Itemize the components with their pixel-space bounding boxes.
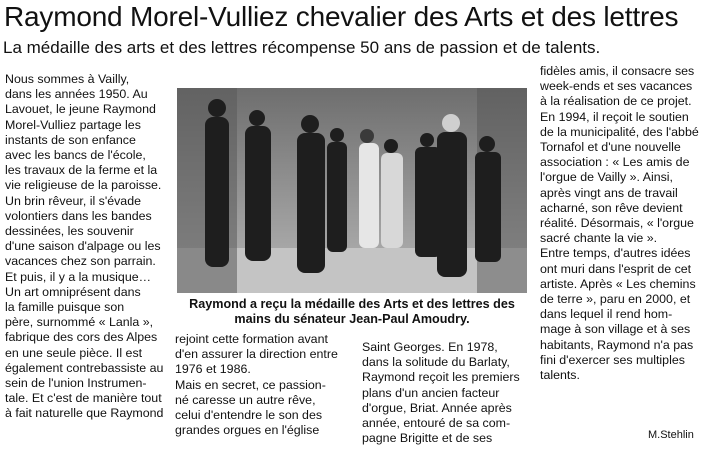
article-line: également contrebassiste au (5, 360, 164, 375)
article-line: dessinées, les souvenir (5, 224, 134, 239)
headline: Raymond Morel-Vulliez chevalier des Arts et des lettres (4, 1, 679, 32)
article-line: mage à son village et à ses (540, 322, 691, 337)
article-line: dans la solitude du Barlaty, (362, 355, 510, 370)
article-line: dans les années 1950. Au (5, 87, 148, 102)
article-line: de terre », paru en 2000, et (540, 292, 691, 307)
article-line: la famille puisque son (5, 300, 125, 315)
article-line: fidèles amis, il consacre ses (540, 64, 695, 78)
article-line: fini d'exercer ses multiples (540, 352, 685, 367)
subheadline: La médaille des arts et des lettres récompense 50 ans de passion et de talents. (3, 38, 601, 57)
article-line: à fait naturelle que Raymond (5, 406, 164, 421)
article-line: sacré chante la vie ». (540, 231, 658, 246)
article-line: Morel-Vulliez partage les (5, 117, 141, 132)
article-line: sein de l'union Instrumen- (5, 376, 147, 391)
article-line: avec les bancs de l'école, (5, 148, 146, 163)
article-line: Saint Georges. En 1978, (362, 340, 498, 354)
article-column-2 (175, 332, 338, 438)
article-line: Et puis, il y a la musique… (5, 269, 151, 284)
article-line: fabrique des cors des Alpes (5, 330, 158, 345)
article-line: instants de son enfance (5, 132, 136, 147)
article-line: talents. (540, 368, 580, 383)
article-line: Raymond reçoit les premiers (362, 370, 520, 385)
photo-caption (177, 297, 527, 327)
article-line: Un brin rêveur, il s'évade (5, 193, 141, 208)
article-line: celui d'entendre le son des (175, 408, 323, 423)
caption-line: Raymond a reçu la médaille des Arts et des lettres des (189, 297, 515, 311)
article-line: acharné, son rêve devient (540, 200, 683, 215)
article-line: dans lequel il rend hom- (540, 307, 673, 322)
article-line: pagne Brigitte et de ses (362, 431, 493, 446)
article-line: réalité. Désormais, « l'orgue (540, 216, 694, 231)
article-line: plans d'un ancien facteur (362, 385, 500, 400)
article-line: Un art omniprésent dans (5, 284, 141, 299)
article-line: association : « Les amis de (540, 155, 690, 170)
article-line: Lavouet, le jeune Raymond (5, 102, 156, 117)
article-line: week-ends et ses vacances (540, 79, 693, 94)
article-line: d'une saison d'alpage ou les (5, 239, 161, 254)
article-line: l'orgue de Vailly ». Ainsi, (540, 170, 673, 185)
article-line: tale. Et c'est de manière tout (5, 391, 162, 406)
caption-line: mains du sénateur Jean-Paul Amoudry. (234, 312, 470, 326)
article-line: rejoint cette formation avant (175, 332, 328, 346)
article-line: volontiers dans les bandes (5, 208, 152, 223)
article-line: de la municipalité, des l'abbé (540, 124, 699, 139)
article-line: En 1994, il reçoit le soutien (540, 109, 689, 124)
article-line: Mais en secret, ce passion- (175, 377, 326, 392)
ceremony-photo (177, 88, 527, 293)
article-line: né caresse un autre rêve, (175, 392, 316, 407)
article-column-4 (540, 64, 699, 383)
article-line: grandes orgues en l'église (175, 423, 320, 438)
article-line: Nous sommes à Vailly, (5, 72, 130, 86)
article-line: artiste. Après « Les chemins (540, 276, 696, 291)
article-line: habitants, Raymond n'a pas (540, 337, 694, 352)
author-credit: M.Stehlin (648, 429, 694, 441)
ceremony-photo-graphic (177, 88, 527, 293)
article-line: Tornafol et d'une nouvelle (540, 140, 681, 155)
article-line: d'en assurer la direction entre (175, 347, 338, 362)
article-line: Entre temps, d'autres idées (540, 246, 691, 261)
article-line: année, entouré de sa com- (362, 416, 511, 431)
article-line: d'orgue, Briat. Année après (362, 400, 512, 415)
article-line: père, surnommé « Lanla », (5, 315, 154, 330)
article-column-3 (362, 340, 520, 446)
article-line: les travaux de la ferme et la (5, 163, 158, 178)
article-line: en une seule pièce. Il est (5, 345, 143, 360)
article-column-1 (5, 72, 163, 422)
article-line: 1976 et 1986. (175, 362, 251, 377)
article-line: vacances chez son parrain. (5, 254, 156, 269)
article-line: vie religieuse de la paroisse. (5, 178, 162, 193)
article-line: après vingt ans de travail (540, 185, 678, 200)
article-line: ont muri dans l'esprit de cet (540, 261, 692, 276)
article-line: à la réalisation de ce projet. (540, 94, 692, 109)
